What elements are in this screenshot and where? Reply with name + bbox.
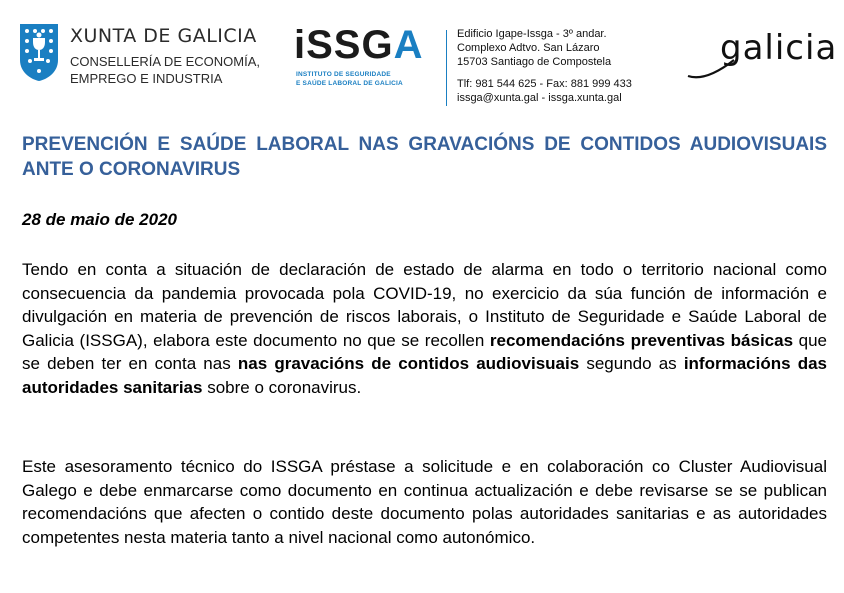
address-contact: issga@xunta.gal - issga.xunta.gal	[457, 92, 622, 104]
issga-wordmark-accent: A	[393, 23, 424, 67]
intro-paragraph	[22, 258, 827, 400]
galicia-swoosh-icon	[686, 52, 746, 82]
address-line1: Edificio Igape-Issga - 3º andar.	[457, 28, 607, 40]
issga-wordmark	[294, 25, 423, 65]
issga-logo	[294, 25, 434, 95]
xunta-logo	[18, 22, 308, 92]
galicia-logo-text: galicia	[720, 28, 838, 68]
galicia-coat-of-arms-icon	[18, 22, 60, 82]
document-date: 28 de maio de 2020	[22, 210, 177, 229]
intro-bold-3: informacións das autoridades sanitarias	[22, 354, 828, 397]
contact-address	[457, 27, 632, 105]
intro-bold-2: nas gravacións de contidos audiovisuais	[237, 354, 580, 374]
xunta-department-line1: CONSELLERÍA DE ECONOMÍA,	[70, 54, 260, 69]
address-phone: Tlf: 981 544 625 - Fax: 881 999 433	[457, 78, 632, 90]
letterhead	[0, 0, 844, 120]
issga-tagline-line2: E SAÚDE LABORAL DE GALICIA	[296, 80, 403, 87]
intro-text-1: Tendo en conta a situación de declaración de estado de alarma en todo o territorio nacional como consecuencia da pandemia provocada pola COVID-19, no exercicio da súa función de información e divulgación en materia de prevención de riscos laborais, o Instituto de Seguridade e Saúde Laboral de Galicia (ISSGA), elabora este documento no que se recollen	[22, 260, 827, 350]
issga-tagline-line1: INSTITUTO DE SEGURIDADE	[296, 71, 391, 78]
intro-text-3: segundo as	[579, 354, 684, 374]
intro-text-2: que se deben ter en conta nas	[22, 330, 827, 374]
xunta-title: XUNTA DE GALICIA	[70, 25, 257, 47]
intro-bold-1: recomendacións preventivas básicas	[489, 330, 794, 350]
address-line2: Complexo Adtvo. San Lázaro	[457, 42, 600, 54]
header-divider	[446, 30, 447, 106]
address-line3: 15703 Santiago de Compostela	[457, 56, 612, 68]
document-title: PREVENCIÓN E SAÚDE LABORAL NAS GRAVACIÓNS DE CONTIDOS AUDIOVISUAIS ANTE O CORONAVIRUS	[22, 134, 827, 180]
issga-wordmark-main: iSSG	[294, 23, 394, 67]
advisory-paragraph: Este asesoramento técnico do ISSGA préstase a solicitude e en colaboración co Cluster Audiovisual Galego e debe enmarcarse como documento en continua actualización e debe revisarse se se publican recomendacións que afecten o contido deste documento polas autoridades sanitarias e as autoridades competentes nesta materia tanto a nivel nacional como autonómico.	[22, 457, 827, 547]
galicia-logo	[686, 28, 836, 84]
xunta-department-line2: EMPREGO E INDUSTRIA	[70, 71, 223, 86]
intro-text-4: sobre o coronavirus.	[202, 377, 362, 397]
